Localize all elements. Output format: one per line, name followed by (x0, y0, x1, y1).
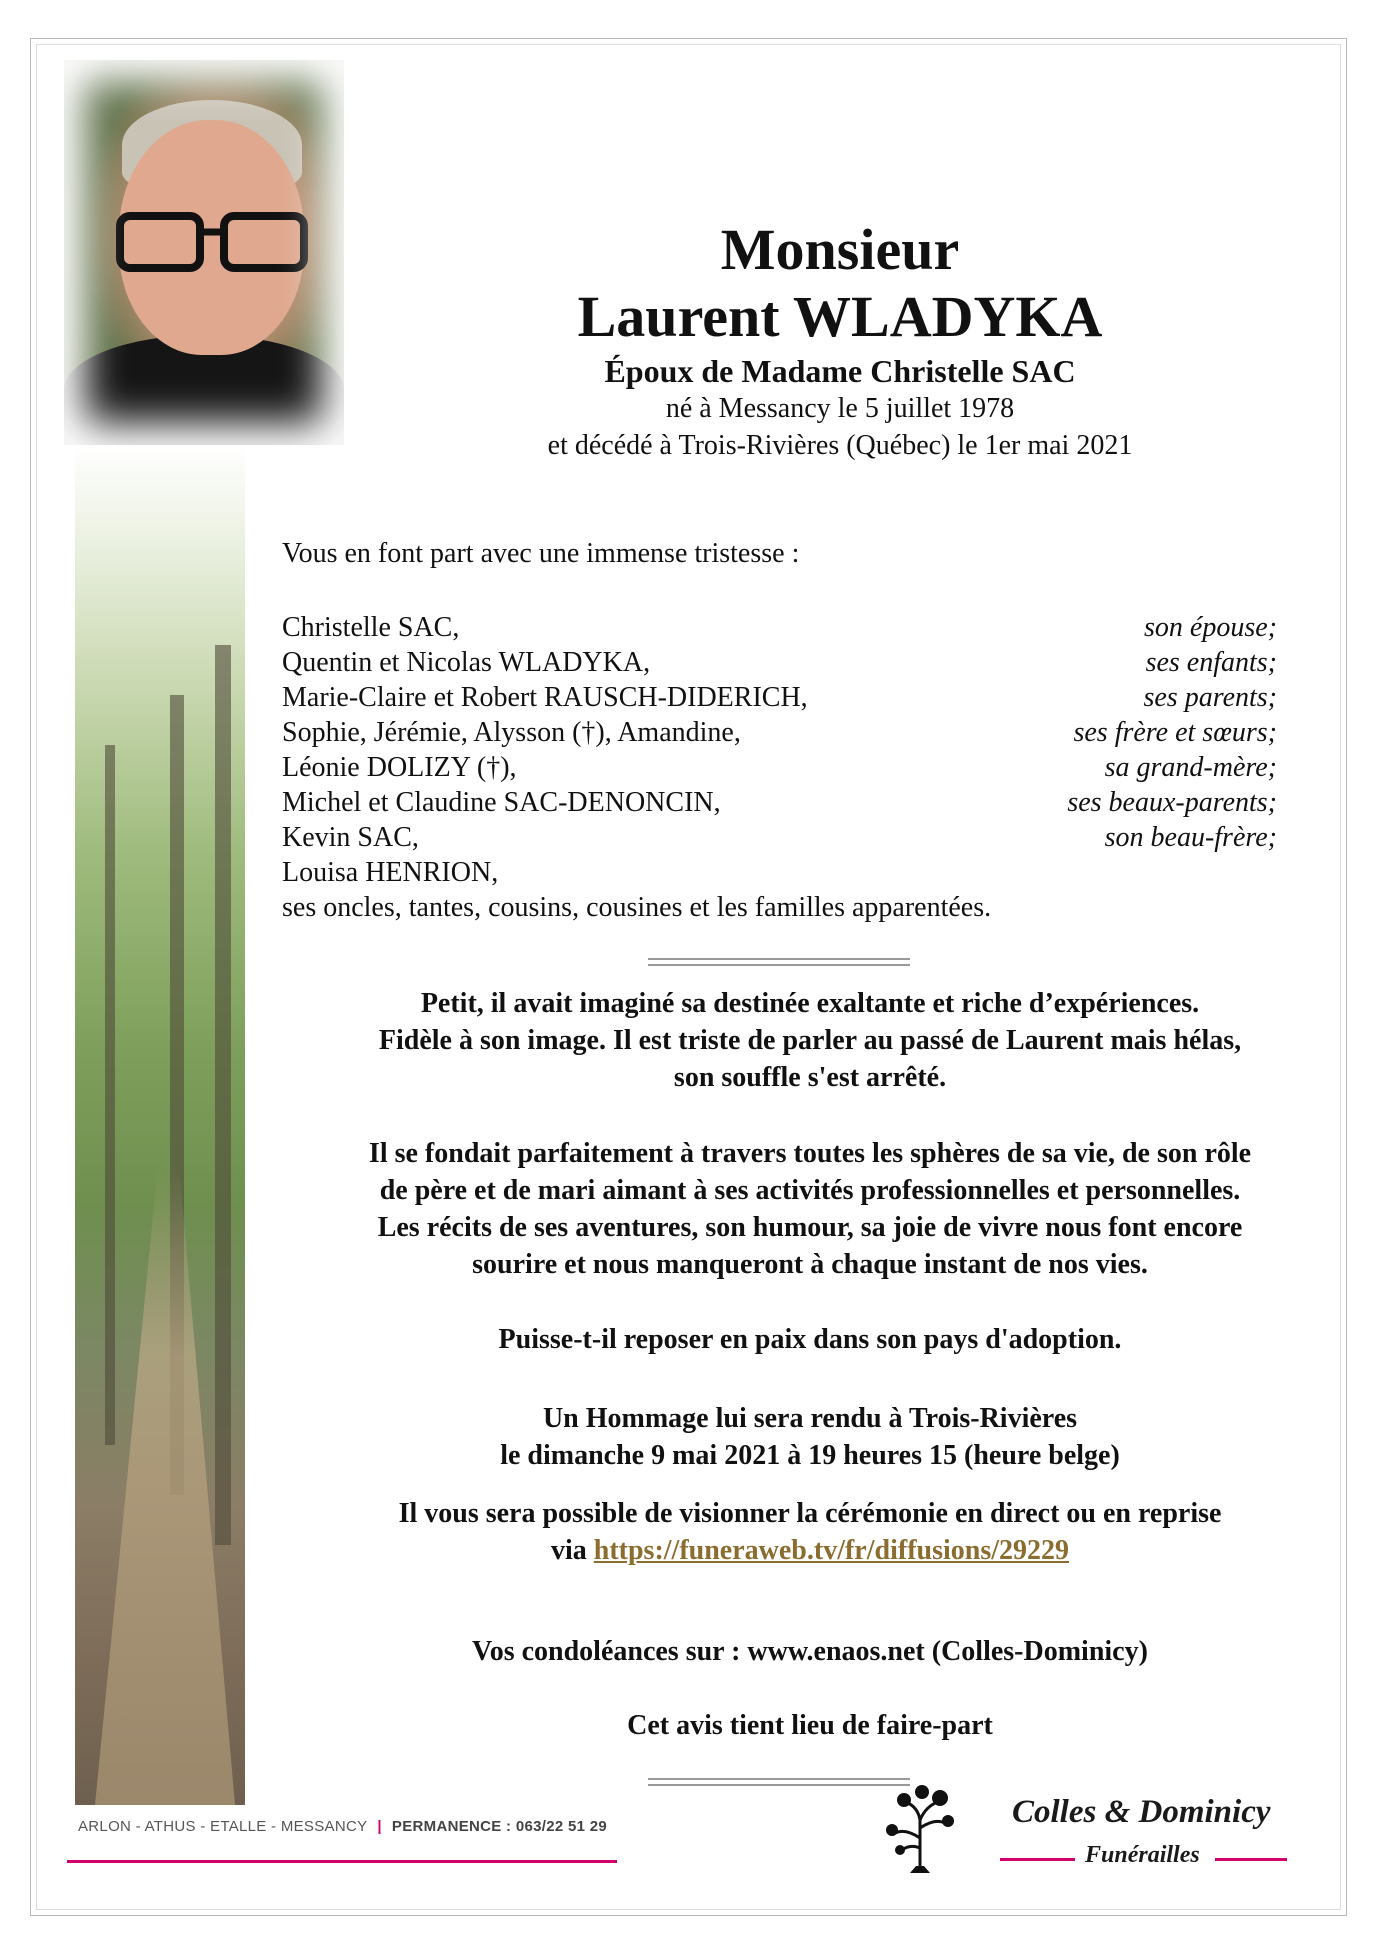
logo-accent-right (1215, 1858, 1287, 1861)
stream-text: Il vous sera possible de visionner la cérémonie en direct ou en reprise (398, 1498, 1222, 1529)
family-relation: ses frère et sœurs; (1073, 717, 1277, 748)
family-name: Louisa HENRION, (282, 857, 499, 888)
family-name: Christelle SAC, (282, 612, 460, 643)
spouse-line: Époux de Madame Christelle SAC (604, 353, 1076, 389)
family-name: Michel et Claudine SAC-DENONCIN, (282, 787, 721, 818)
tribute-line: sourire et nous manqueront à chaque instant de nos vies. (472, 1249, 1148, 1280)
tribute-line: Petit, il avait imaginé sa destinée exaltante et riche d’expériences. (420, 988, 1200, 1019)
logo-accent-left (1000, 1858, 1075, 1861)
family-row (282, 680, 1277, 715)
family-name: ses oncles, tantes, cousins, cousines et les familles apparentées. (282, 892, 992, 923)
tribute-line: Les récits de ses aventures, son humour, sa joie de vivre nous font encore (377, 1212, 1243, 1243)
family-name: Quentin et Nicolas WLADYKA, (282, 647, 651, 678)
family-relation: son beau-frère; (1104, 822, 1277, 853)
title-honorific: Monsieur (720, 217, 960, 282)
family-row (282, 855, 1277, 890)
portrait-photo (64, 60, 344, 445)
forest-path-image (75, 445, 245, 1805)
logo-subtitle: Funérailles (1085, 1842, 1200, 1868)
ceremony-place: Un Hommage lui sera rendu à Trois-Rivières (542, 1403, 1078, 1434)
deceased-name: Laurent WLADYKA (577, 284, 1103, 349)
tribute-line: Il se fondait parfaitement à travers toutes les sphères de sa vie, de son rôle (368, 1138, 1252, 1169)
family-name: Léonie DOLIZY (†), (282, 752, 517, 783)
condolences-line (290, 1633, 1330, 1670)
death-line: et décédé à Trois-Rivières (Québec) le 1er mai 2021 (547, 430, 1133, 461)
birth-line: né à Messancy le 5 juillet 1978 (665, 393, 1015, 424)
tribute-line: Fidèle à son image. Il est triste de parler au passé de Laurent mais hélas, (378, 1025, 1242, 1056)
logo-name: Colles & Dominicy (1012, 1794, 1271, 1830)
stream-prefix: via (550, 1535, 594, 1566)
footer-accent-line (67, 1860, 617, 1863)
family-relation: sa grand-mère; (1104, 752, 1277, 783)
condolences-text: Vos condoléances sur : www.enaos.net (Colles-Dominicy) (472, 1636, 1148, 1667)
family-row (282, 890, 1277, 925)
family-relation: ses enfants; (1145, 647, 1277, 678)
family-list (282, 610, 1277, 925)
footer-permanence: PERMANENCE : 063/22 51 29 (391, 1818, 607, 1835)
tribute-paragraph-2 (290, 1135, 1330, 1283)
stream-link[interactable]: https://funeraweb.tv/fr/diffusions/29229 (593, 1535, 1070, 1566)
footer-locations: ARLON - ATHUS - ETALLE - MESSANCY (78, 1818, 368, 1835)
family-relation: son épouse; (1144, 612, 1277, 643)
tribute-line: son souffle s'est arrêté. (673, 1062, 947, 1093)
ceremony-info (290, 1400, 1330, 1474)
footer-separator: | (377, 1818, 382, 1835)
family-name: Sophie, Jérémie, Alysson (†), Amandine, (282, 717, 741, 748)
family-name: Marie-Claire et Robert RAUSCH-DIDERICH, (282, 682, 808, 713)
stream-info (290, 1495, 1330, 1569)
divider-bottom (648, 1778, 910, 1780)
family-row (282, 750, 1277, 785)
family-row (282, 610, 1277, 645)
notice-text: Cet avis tient lieu de faire-part (627, 1710, 993, 1741)
tribute-paragraph-3 (290, 1321, 1330, 1358)
tribute-paragraph-1 (290, 985, 1330, 1096)
family-row (282, 785, 1277, 820)
tribute-line: de père et de mari aimant à ses activités professionnelles et personnelles. (379, 1175, 1241, 1206)
family-relation: ses beaux-parents; (1067, 787, 1277, 818)
footer-contact (78, 1818, 607, 1835)
family-row (282, 715, 1277, 750)
family-row (282, 645, 1277, 680)
intro-text: Vous en font part avec une immense tristesse : (282, 538, 800, 569)
divider-top (648, 958, 910, 960)
ceremony-date: le dimanche 9 mai 2021 à 19 heures 15 (heure belge) (500, 1440, 1120, 1471)
notice-line (290, 1707, 1330, 1744)
family-row (282, 820, 1277, 855)
tribute-line: Puisse-t-il reposer en paix dans son pays d'adoption. (498, 1324, 1122, 1355)
family-name: Kevin SAC, (282, 822, 419, 853)
family-relation: ses parents; (1143, 682, 1277, 713)
